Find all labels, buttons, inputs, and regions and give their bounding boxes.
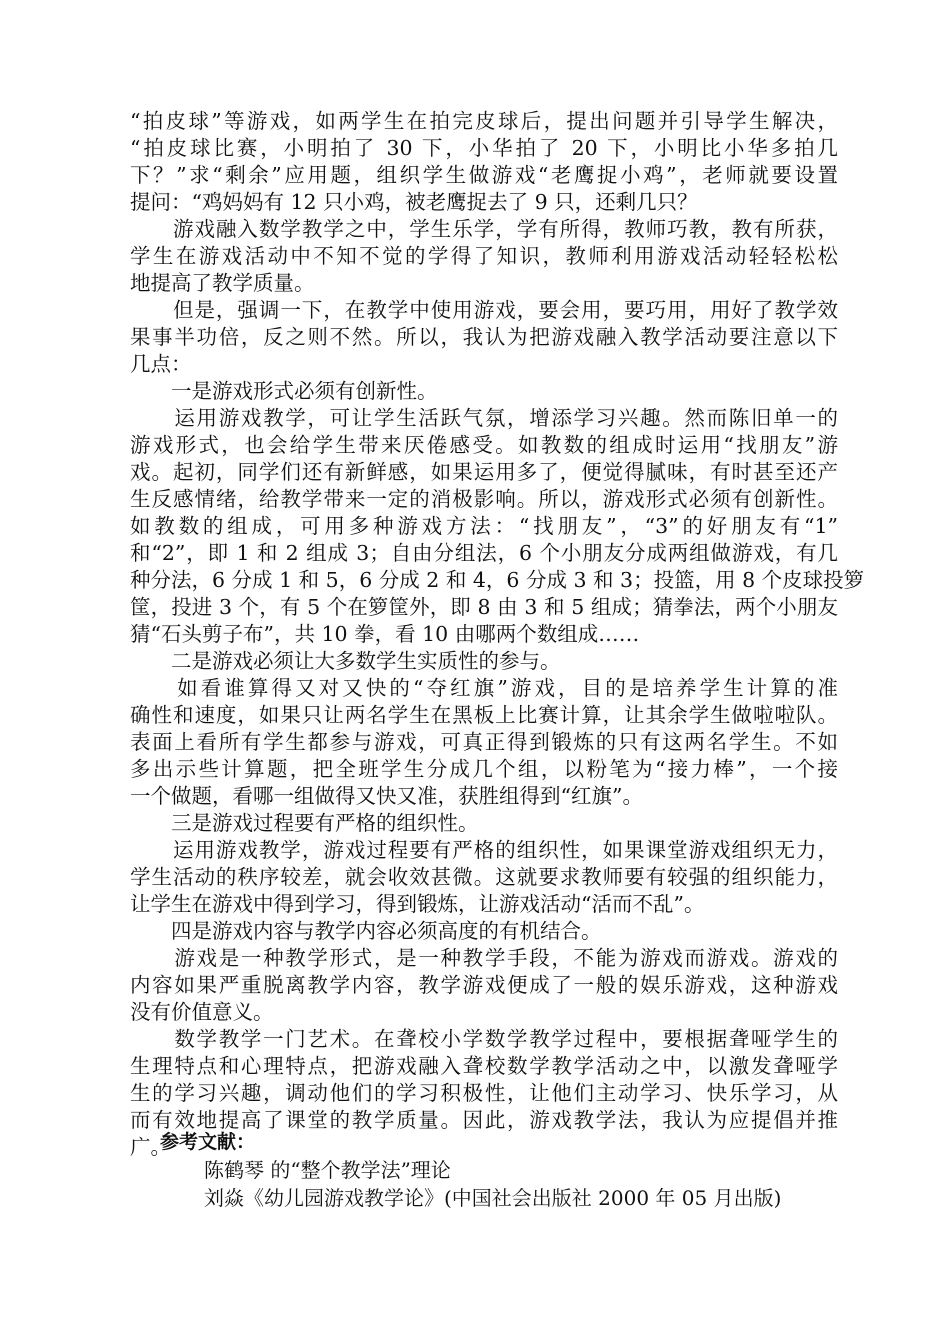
- text-line: 四是游戏内容与教学内容必须高度的有机结合。: [130, 919, 602, 943]
- text-line: 一是游戏形式必须有创新性。: [130, 379, 438, 403]
- reference-item: 刘焱《幼儿园游戏教学论》(中国社会出版社 2000 年 05 月出版): [204, 1186, 782, 1210]
- text-line: 没有价值意义。: [130, 1000, 274, 1024]
- text-line: “拍皮球比赛，小明拍了 30 下，小华拍了 20 下，小明比小华多拍几: [130, 136, 838, 160]
- text-line: 几点：: [130, 352, 192, 376]
- text-line: 如教数的组成，可用多种游戏方法：“找朋友”，“3”的好朋友有“1”: [130, 514, 838, 538]
- text-line: 地提高了教学质量。: [130, 271, 315, 295]
- text-line: “拍皮球”等游戏，如两学生在拍完皮球后，提出问题并引导学生解决，: [130, 109, 838, 133]
- text-line: 和“2”，即 1 和 2 组成 3；自由分组法，6 个小朋友分成两组做游戏，有几: [130, 541, 838, 565]
- text-line: 运用游戏教学，游戏过程要有严格的组织性，如果课堂游戏组织无力，: [130, 838, 838, 862]
- text-line: 种分法，6 分成 1 和 5，6 分成 2 和 4，6 分成 3 和 3；投篮，用 8 个皮球投箩: [130, 568, 865, 592]
- text-line: 确性和速度，如果只让两名学生在黑板上比赛计算，让其余学生做啦啦队。: [130, 703, 838, 727]
- text-line: 下？”求“剩余”应用题，组织学生做游戏“老鹰捉小鸡”，老师就要设置: [130, 163, 838, 187]
- text-line: 生反感情绪，给教学带来一定的消极影响。所以，游戏形式必须有创新性。: [130, 487, 838, 511]
- text-line: 让学生在游戏中得到学习，得到锻炼，让游戏活动“活而不乱”。: [130, 892, 705, 916]
- text-line: 学生活动的秩序较差，就会收效甚微。这就要求教师要有较强的组织能力，: [130, 865, 838, 889]
- text-line: 筐，投进 3 个，有 5 个在箩筐外，即 8 由 3 和 5 组成；猜拳法，两个小朋友: [130, 595, 838, 619]
- text-line: 而有效地提高了课堂的教学质量。因此，游戏教学法，我认为应提倡并推: [130, 1108, 838, 1132]
- document-body: [130, 108, 865, 1161]
- text-line: 运用游戏教学，可让学生活跃气氛，增添学习兴趣。然而陈旧单一的: [130, 406, 838, 430]
- text-line: 三是游戏过程要有严格的组织性。: [130, 811, 479, 835]
- text-line: 生的学习兴趣，调动他们的学习积极性，让他们主动学习、快乐学习，从: [130, 1081, 838, 1105]
- text-line: 表面上看所有学生都参与游戏，可真正得到锻炼的只有这两名学生。不如: [130, 730, 838, 754]
- text-line: 猜“石头剪子布”，共 10 拳，看 10 由哪两个数组成……: [130, 622, 640, 646]
- text-line: 如看谁算得又对又快的“夺红旗”游戏，目的是培养学生计算的准: [130, 676, 838, 700]
- references-section: [160, 1128, 860, 1212]
- text-line: 游戏融入数学教学之中，学生乐学，学有所得，教师巧教，教有所获，: [130, 217, 838, 241]
- text-line: 数学教学一门艺术。在聋校小学数学教学过程中，要根据聋哑学生的: [130, 1027, 838, 1051]
- text-line: 生理特点和心理特点，把游戏融入聋校数学教学活动之中，以激发聋哑学: [130, 1054, 838, 1078]
- text-line: 多出示些计算题，把全班学生分成几个组，以粉笔为“接力棒”，一个接: [130, 757, 838, 781]
- references-title: 参考文献：: [160, 1131, 256, 1153]
- text-line: 二是游戏必须让大多数学生实质性的参与。: [130, 649, 561, 673]
- text-line: 但是，强调一下，在教学中使用游戏，要会用，要巧用，用好了教学效: [130, 298, 838, 322]
- text-line: 内容如果严重脱离教学内容，教学游戏便成了一般的娱乐游戏，这种游戏: [130, 973, 838, 997]
- text-line: 一个做题，看哪一组做得又快又准，获胜组得到“红旗”。: [130, 784, 643, 808]
- text-line: 游戏是一种教学形式，是一种教学手段，不能为游戏而游戏。游戏的: [130, 946, 838, 970]
- text-line: 学生在游戏活动中不知不觉的学得了知识，教师利用游戏活动轻轻松松: [130, 244, 838, 268]
- text-line: 果事半功倍，反之则不然。所以，我认为把游戏融入教学活动要注意以下: [130, 325, 838, 349]
- text-line: 广。: [130, 1135, 171, 1159]
- text-line: 戏。起初，同学们还有新鲜感，如果运用多了，便觉得腻味，有时甚至还产: [130, 460, 838, 484]
- reference-item: 陈鹤琴 的“整个教学法”理论: [204, 1158, 451, 1182]
- text-line: 提问：“鸡妈妈有 12 只小鸡，被老鹰捉去了 9 只，还剩几只？: [130, 190, 698, 214]
- text-line: 游戏形式，也会给学生带来厌倦感受。如教数的组成时运用“找朋友”游: [130, 433, 838, 457]
